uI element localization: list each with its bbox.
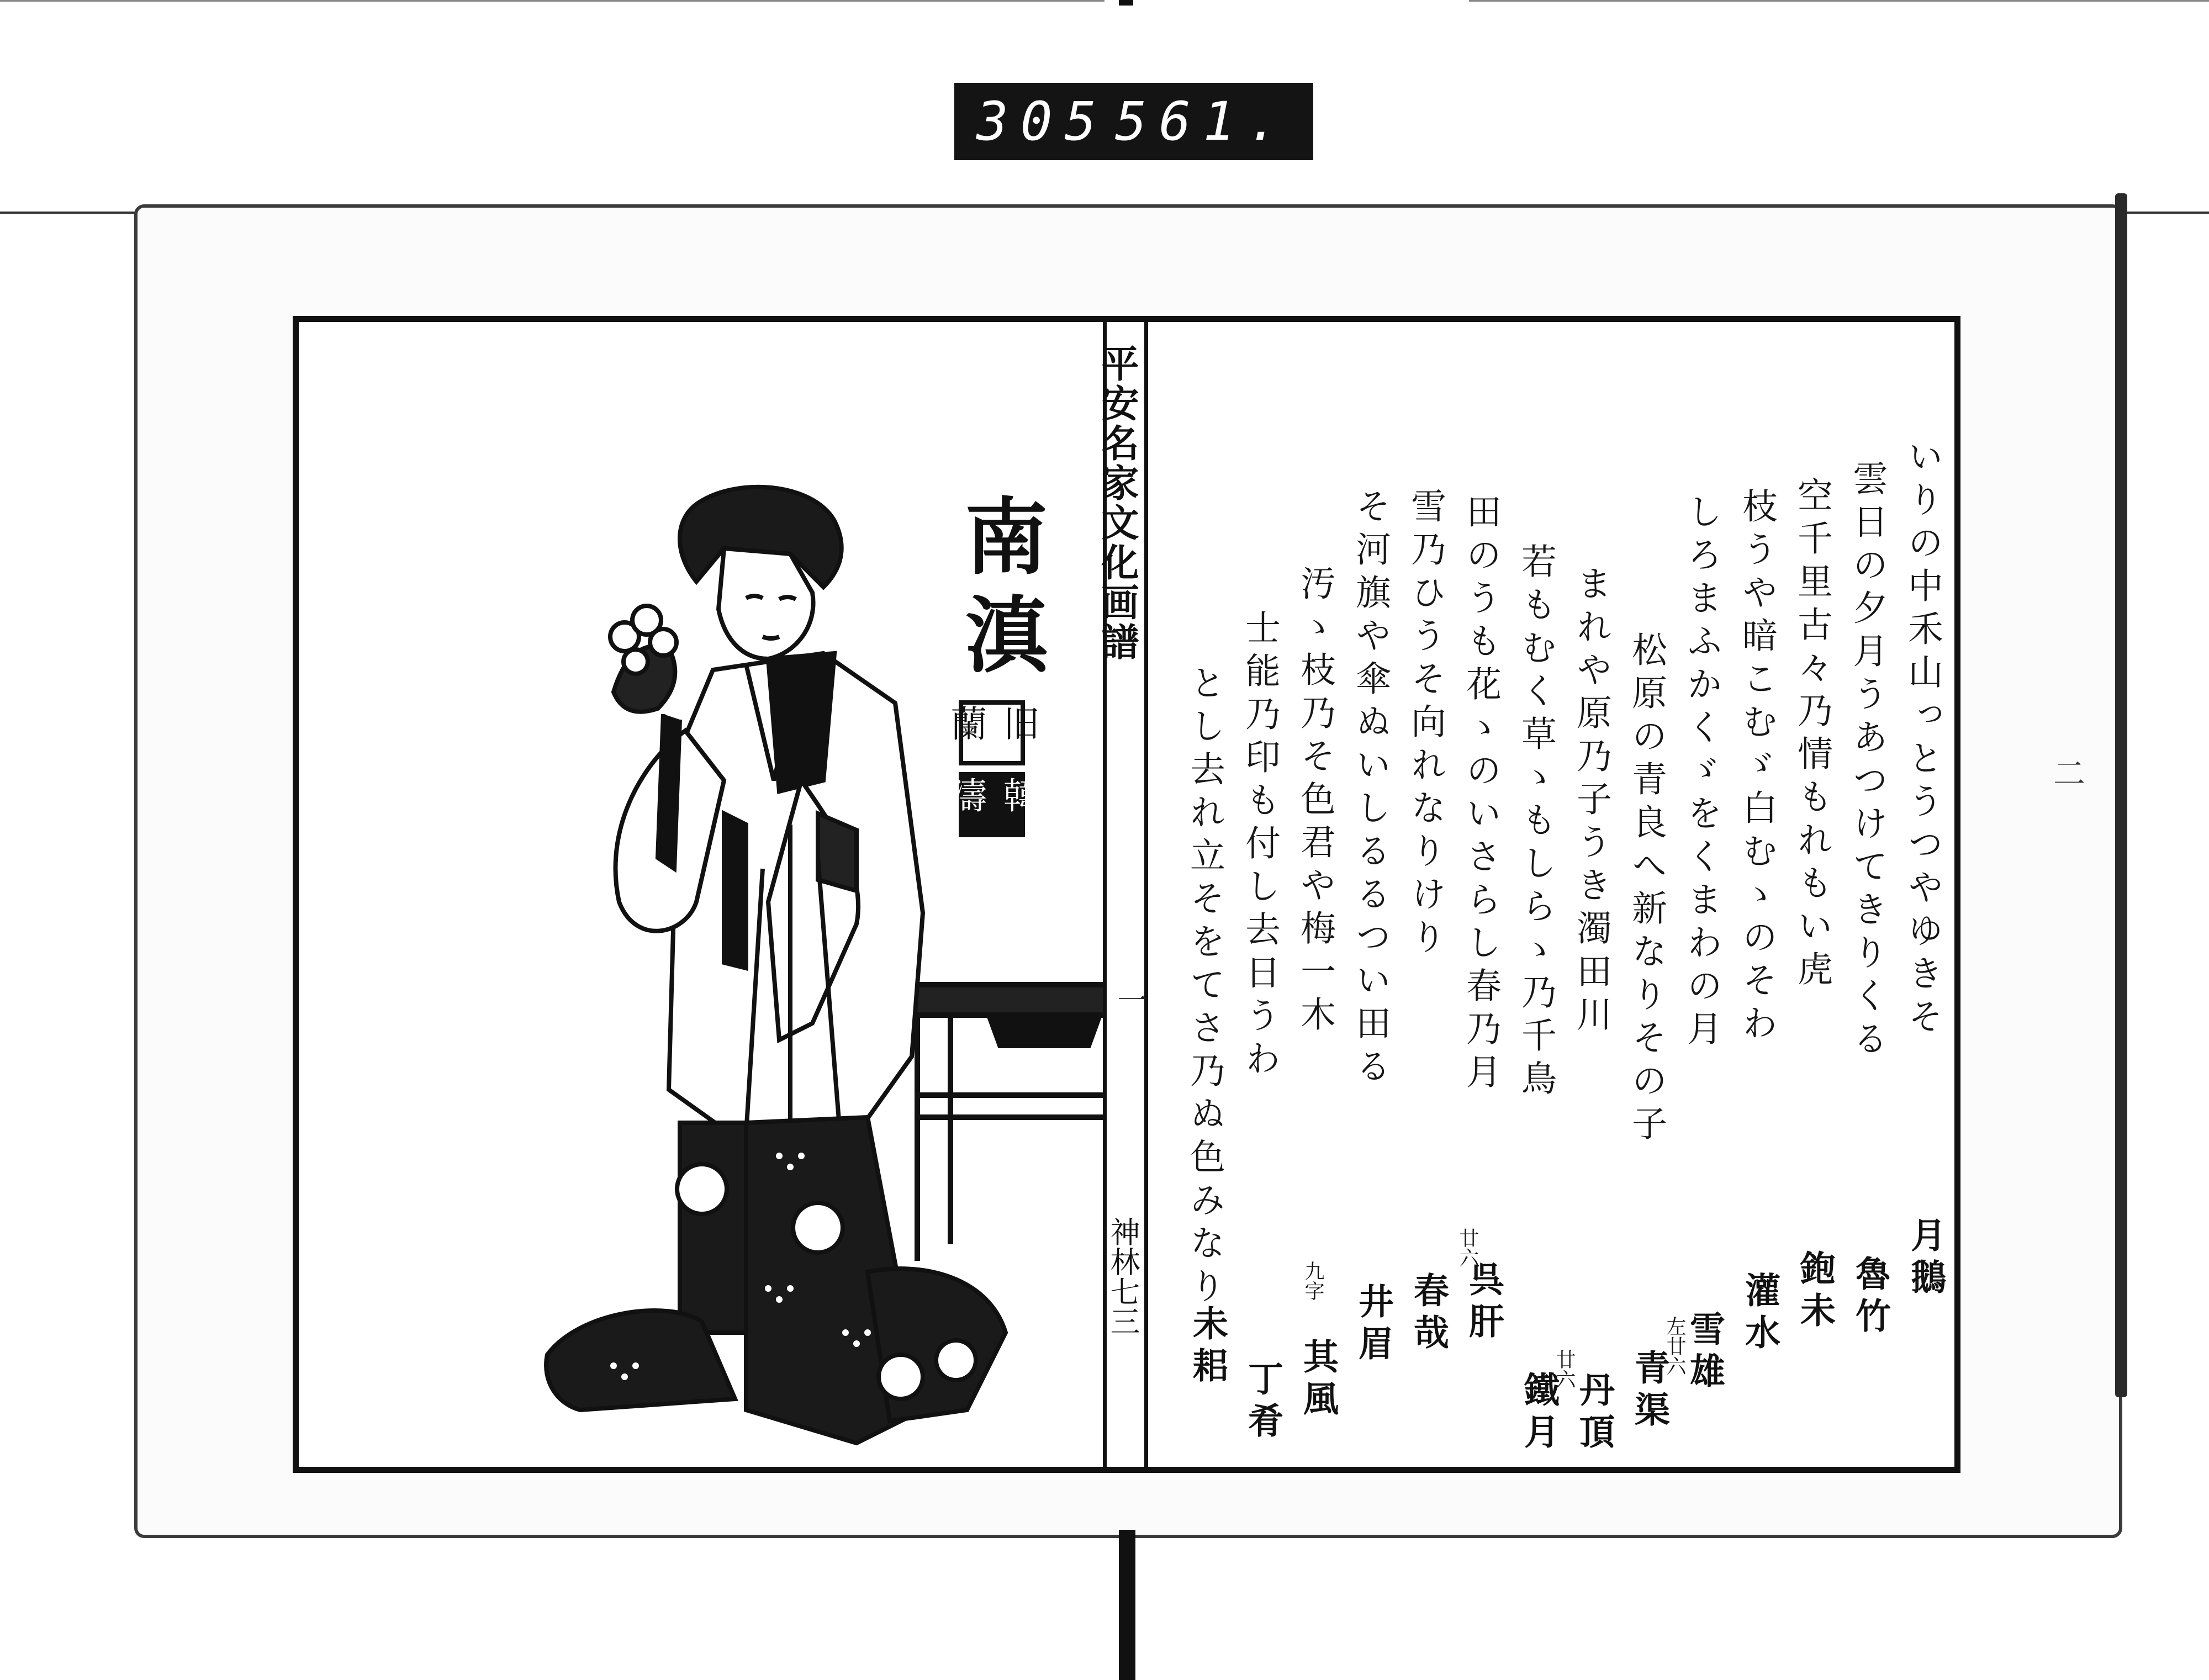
poem-line: 田のうも花ゝのいさらし春乃月 — [1460, 493, 1501, 1096]
series-title-column — [1095, 322, 1148, 1467]
poet-name: 丹頂 — [1573, 1371, 1615, 1455]
margin-mark: 二 — [2048, 757, 2085, 789]
artist-seal-upper: 旧蘭 — [959, 700, 1025, 765]
folio-mark: 神林七三 — [1106, 1217, 1140, 1336]
poem-line: 雪乃ひうそ向れなりけり — [1405, 488, 1446, 961]
poem-line: しろまふかくゞをくまわの月 — [1681, 493, 1722, 1053]
call-number-label — [954, 83, 1313, 160]
poet-name: 鐵月 — [1518, 1371, 1560, 1455]
poem-number: 廿六 — [1553, 1349, 1576, 1389]
poem-line: 松原の青良へ新なりその子 — [1626, 631, 1667, 1148]
table-drawing — [901, 985, 1122, 1261]
call-number-left: 305 — [976, 91, 1109, 152]
folio-number: 一 — [1113, 985, 1148, 1015]
poet-name: 月鵝 — [1905, 1217, 1946, 1301]
poet-name: 鉋未 — [1794, 1250, 1836, 1334]
poem-number: 廿六 — [1456, 1228, 1479, 1267]
poet-name: 青渠 — [1629, 1349, 1670, 1433]
call-number-right: 561. — [1114, 91, 1291, 152]
print-frame — [293, 316, 1960, 1473]
poem-line: 士能乃印も付し去日うわ — [1239, 609, 1280, 1083]
poet-name: 其風 — [1297, 1338, 1339, 1422]
artist-seal-lower: 韓濤 — [959, 772, 1025, 837]
illustration-page — [299, 322, 1104, 1467]
series-title: 平安名家文化画譜 — [1095, 344, 1139, 662]
artist-name: 南滇 — [950, 493, 1048, 690]
poem-line: そ河旗や傘ぬいしるるつい田る — [1350, 488, 1391, 1091]
poet-name: 井眉 — [1352, 1283, 1394, 1367]
poem-line: 若もむく草ゝもしらゝ乃千鳥 — [1515, 543, 1556, 1103]
poem-line: とし去れ立そをてさ乃ぬ色みなり — [1184, 664, 1225, 1311]
poem-line: まれや原乃子うき濁田川 — [1571, 565, 1611, 1039]
poem-number: 九字 — [1302, 1261, 1324, 1301]
poem-page — [1148, 322, 1954, 1467]
poet-name: 呉肝 — [1463, 1261, 1504, 1345]
poem-line: 雲日の夕月うあつけてきりくる — [1847, 460, 1888, 1063]
scan-edge-right — [1469, 0, 2209, 2]
poem-line: 空千里古々乃情もれもい虎 — [1791, 477, 1832, 994]
poem-line: いりの中禾山っとうつやゆきそ — [1902, 438, 1943, 1041]
poem-number: 左廿六 — [1663, 1316, 1686, 1376]
poet-name: 魯竹 — [1849, 1255, 1891, 1339]
book-fore-edge — [2115, 193, 2127, 1397]
spine-top-mark — [1119, 0, 1133, 6]
poet-name: 春哉 — [1408, 1272, 1449, 1356]
poet-name: 雪雄 — [1684, 1311, 1725, 1394]
poem-line: 枝うや暗こむゞ白むゝのそわ — [1736, 488, 1777, 1048]
poem-line: 汚ゝ枝乃そ色君や梅一木 — [1294, 565, 1335, 1039]
poet-name: 灌水 — [1739, 1272, 1780, 1356]
poet-name: 丁肴 — [1242, 1360, 1283, 1444]
scan-edge-left — [0, 0, 1104, 2]
woman-figure — [546, 487, 1006, 1443]
book-spine — [1119, 1530, 1135, 1680]
poet-name: 未耜 — [1187, 1305, 1228, 1389]
